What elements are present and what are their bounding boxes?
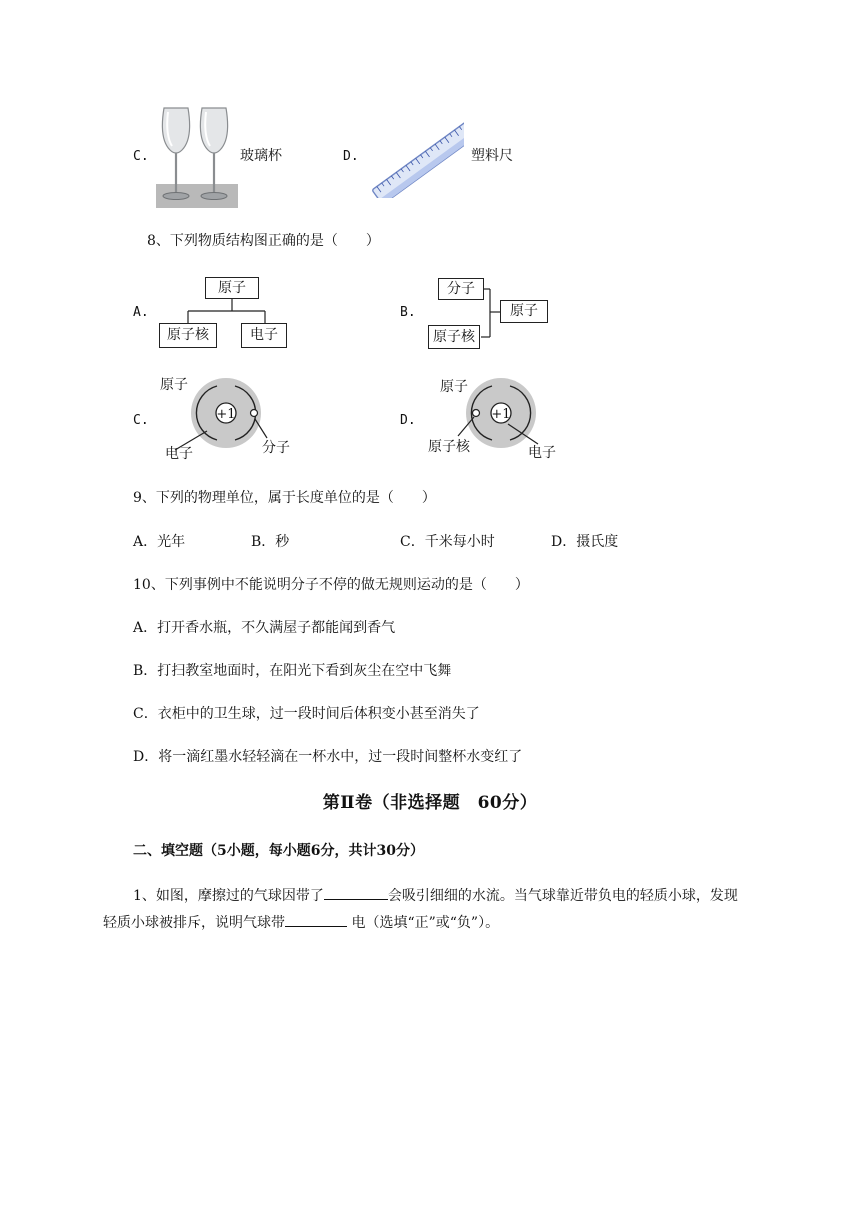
q8d-left-label: 原子核 <box>428 439 470 455</box>
q10-option-a: A．打开香水瓶，不久满屋子都能闻到香气 <box>133 620 396 636</box>
fill-q1-text-a: 1、如图，摩擦过的气球因带了 <box>133 888 324 904</box>
option-d-text: 塑料尺 <box>471 148 513 164</box>
fill-q1-blank-2[interactable] <box>285 914 347 927</box>
q8-option-b-letter: B. <box>400 305 416 320</box>
plastic-ruler-image <box>368 106 464 198</box>
q8-option-c-letter: C. <box>133 413 149 428</box>
fill-question-1-line-1 <box>133 887 738 903</box>
question-9-stem: 9、下列的物理单位，属于长度单位的是（ ） <box>133 490 436 506</box>
part-2-title: 第Ⅱ卷（非选择题 60分） <box>322 793 538 813</box>
fill-question-1-line-2 <box>103 914 499 930</box>
q10-option-b: B．打扫教室地面时，在阳光下看到灰尘在空中飞舞 <box>133 663 452 679</box>
fill-q1-text-d: 电（选填“正”或“负”）。 <box>347 915 500 931</box>
fill-q1-text-b: 会吸引细细的水流。当气球靠近带负电的轻质小球，发现 <box>387 888 738 904</box>
q8d-nucleus-label: +1 <box>491 407 511 422</box>
q8a-right-box: 电子 <box>241 323 287 348</box>
q8d-top-label: 原子 <box>440 379 468 395</box>
q8-option-d-letter: D. <box>400 413 416 428</box>
option-c-text: 玻璃杯 <box>240 148 282 164</box>
q8c-top-label: 原子 <box>160 377 188 393</box>
q8a-left-box: 原子核 <box>159 323 217 348</box>
q8c-left-label: 电子 <box>165 446 193 462</box>
q8b-top-box: 分子 <box>438 278 484 300</box>
fill-q1-blank-1[interactable] <box>324 887 388 900</box>
option-d-letter: D. <box>343 149 359 164</box>
q8a-connector-lines <box>150 298 300 324</box>
q9-option-a: A．光年 <box>133 534 186 550</box>
option-c-letter: C. <box>133 149 149 164</box>
fill-in-section-heading: 二、填空题（5小题，每小题6分，共计30分） <box>133 843 424 859</box>
wine-glasses-image <box>156 106 238 208</box>
fill-q1-text-c: 轻质小球被排斥，说明气球带 <box>103 915 285 931</box>
q8b-bottom-box: 原子核 <box>428 325 480 349</box>
q8b-right-box: 原子 <box>500 300 548 323</box>
q9-option-d: D．摄氏度 <box>551 534 619 550</box>
q10-option-c: C．衣柜中的卫生球，过一段时间后体积变小甚至消失了 <box>133 706 480 722</box>
q8-option-a-letter: A. <box>133 305 149 320</box>
q9-option-c: C．千米每小时 <box>400 534 495 550</box>
q8d-right-label: 电子 <box>528 445 556 461</box>
question-8-stem: 8、下列物质结构图正确的是（ ） <box>147 233 380 249</box>
q8c-right-label: 分子 <box>262 440 290 456</box>
q10-option-d: D．将一滴红墨水轻轻滴在一杯水中，过一段时间整杯水变红了 <box>133 749 523 765</box>
q8a-top-box: 原子 <box>205 277 259 299</box>
question-10-stem: 10、下列事例中不能说明分子不停的做无规则运动的是（ ） <box>133 577 529 593</box>
q8c-nucleus-label: +1 <box>216 407 236 422</box>
q9-option-b: B．秒 <box>251 534 290 550</box>
